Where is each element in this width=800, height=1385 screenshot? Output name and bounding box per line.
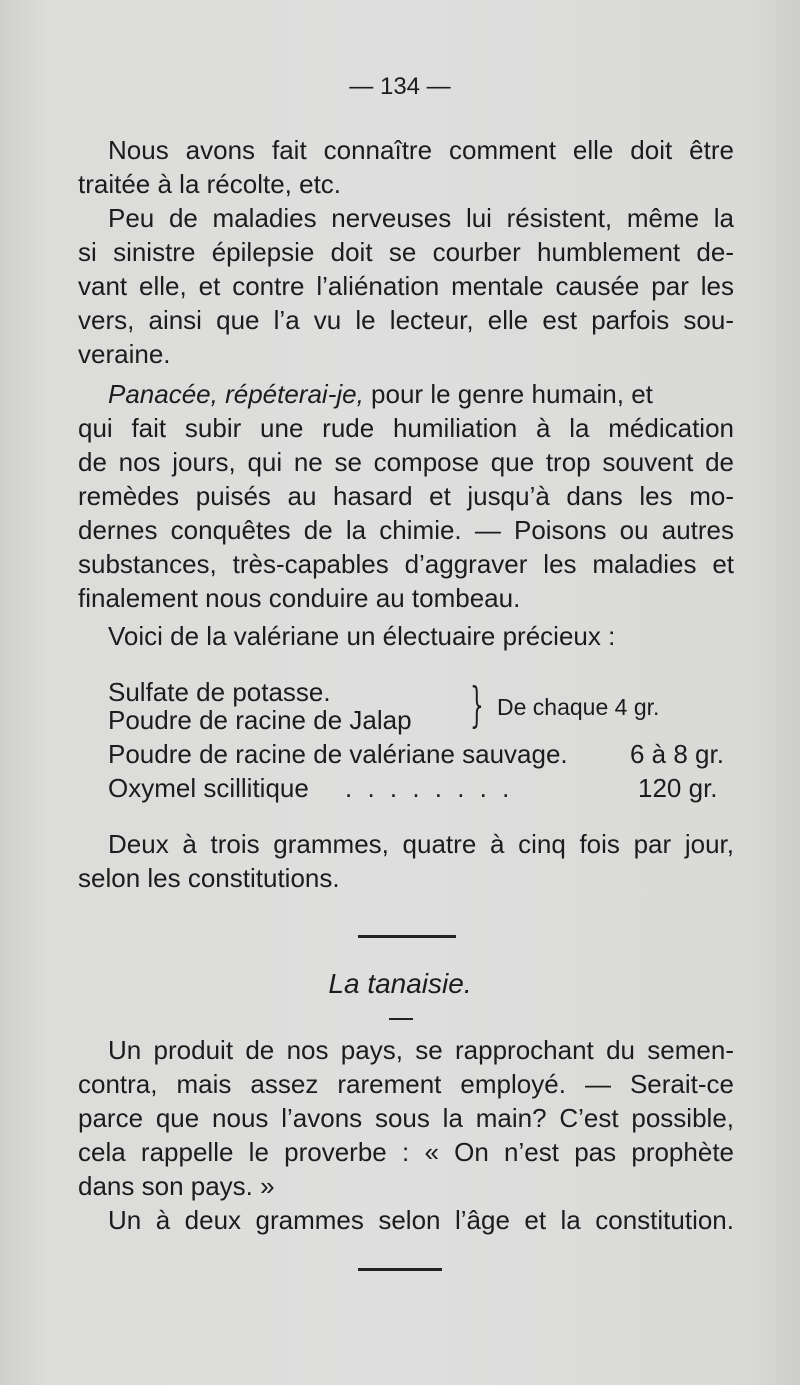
separator-rule: [358, 1268, 442, 1271]
text-line: veraine.: [78, 339, 171, 369]
text-line: selon les constitutions.: [78, 863, 340, 893]
text-span: pour le genre humain, et: [363, 379, 653, 409]
text-line: dernes conquêtes de la chimie. — Poisons ou autres: [78, 515, 734, 545]
page-number: — 134 —: [349, 73, 451, 100]
recipe-item: Sulfate de potasse.: [108, 677, 331, 707]
text-line: contra, mais assez rarement employé. — Serait-ce: [78, 1069, 734, 1099]
text-line: Voici de la valériane un électuaire précieux :: [108, 621, 616, 651]
text-line: traitée à la récolte, etc.: [78, 169, 342, 199]
text-line: Deux à trois grammes, quatre à cinq fois par jour,: [108, 829, 734, 859]
text-line: vers, ainsi que l’a vu le lecteur, elle est parfois sou-: [78, 305, 734, 335]
text-line: Nous avons fait connaître comment elle doit être: [108, 135, 734, 165]
recipe-quantity: 6 à 8 gr.: [630, 739, 724, 769]
text-line: substances, très-capables d’aggraver les maladies et: [78, 549, 734, 579]
text-line: cela rappelle le proverbe : « On n’est pas prophète: [78, 1137, 734, 1167]
recipe-item: Oxymel scillitique: [108, 773, 309, 803]
italic-phrase: Panacée, répéterai-je,: [108, 379, 364, 409]
dot-leader: . . . . . . . .: [345, 773, 514, 803]
section-title: La tanaisie.: [328, 968, 472, 999]
recipe-quantity: 120 gr.: [638, 773, 718, 803]
text-line: parce que nous l’avons sous la main? C’est possible,: [78, 1103, 734, 1133]
text-line: [108, 377, 734, 411]
recipe-quantity: De chaque 4 gr.: [497, 694, 660, 720]
separator-rule: [358, 935, 456, 938]
text-line: qui fait subir une rude humiliation à la médication: [78, 413, 734, 443]
text-line: finalement nous conduire au tombeau.: [78, 583, 521, 613]
text-line: Un produit de nos pays, se rapprochant du semen-: [108, 1035, 734, 1065]
title-dash: [389, 1018, 413, 1020]
text-line: Un à deux grammes selon l’âge et la constitution.: [108, 1205, 734, 1235]
text-line: vant elle, et contre l’aliénation mentale causée par les: [78, 271, 734, 301]
text-line: de nos jours, qui ne se compose que trop souvent de: [78, 447, 734, 477]
brace-glyph: }: [470, 677, 484, 733]
recipe-item: Poudre de racine de valériane sauvage.: [108, 739, 568, 769]
text-line: si sinistre épilepsie doit se courber humblement de-: [78, 237, 734, 267]
text-line: Peu de maladies nerveuses lui résistent, même la: [108, 203, 734, 233]
text-line: dans son pays. »: [78, 1171, 275, 1201]
recipe-item: Poudre de racine de Jalap: [108, 705, 412, 735]
text-line: remèdes puisés au hasard et jusqu’à dans les mo-: [78, 481, 734, 511]
